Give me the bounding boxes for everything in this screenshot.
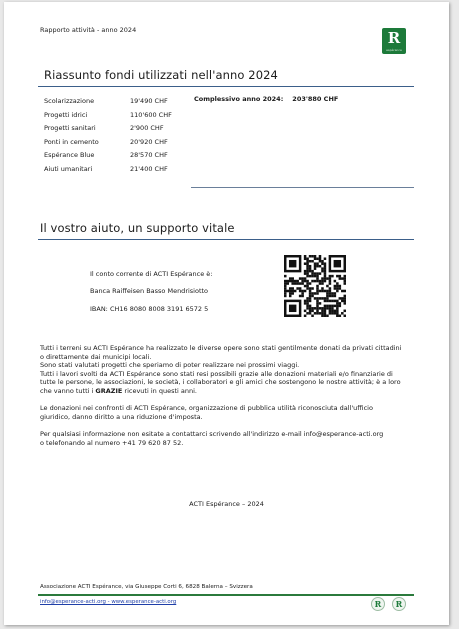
total-label: Complessivo anno 2024: xyxy=(194,95,284,103)
fund-value: 110'600 CHF xyxy=(130,110,172,119)
fund-value: 19'490 CHF xyxy=(130,97,168,105)
summary-title-rule xyxy=(38,86,414,87)
logo-caption: espérance xyxy=(386,48,402,52)
paragraph-tax-deduction xyxy=(40,404,413,421)
fund-value: 20'920 CHF xyxy=(130,137,168,146)
funds-row xyxy=(44,109,190,123)
text-line: Le donazioni nei confronti di ACTI Espérance, organizzazione di pubblica utilità riconosciuta dall'ufficio xyxy=(40,404,373,413)
funds-row xyxy=(44,122,190,136)
footer-links xyxy=(40,599,176,605)
account-label: Il conto corrente di ACTI Espérance è: xyxy=(90,270,213,278)
fund-name: Scolarizzazione xyxy=(44,97,95,105)
text-line: o telefonando al numero +41 79 620 87 52. xyxy=(40,438,184,447)
support-title: Il vostro aiuto, un supporto vitale xyxy=(40,221,235,235)
support-title-rule xyxy=(38,239,414,240)
text-line: Tutti i terreni su ACTI Espérance ha realizzato le diverse opere sono stati gentilmente donati da privati cittadini xyxy=(40,344,402,352)
grazie-emphasis: GRAZIE xyxy=(95,386,123,395)
footer-rule xyxy=(38,594,414,596)
text-line: tutte le persone, le associazioni, le società, i collaboratori e gli amici che sostengono le nostre attività; è a loro xyxy=(40,378,401,387)
fund-name: Aiuti umanitari xyxy=(44,164,93,173)
text-line: Tutti i lavori svolti da ACTI Espérance sono stati resi possibili grazie alle donazioni materiali e/o finanziarie di xyxy=(40,369,393,378)
fund-name: Ponti in cemento xyxy=(44,137,99,146)
text-line: ricevuti in questi anni. xyxy=(122,386,197,395)
signature: ACTI Espérance – 2024 xyxy=(189,500,264,508)
paragraph-lands-and-thanks xyxy=(40,344,413,396)
text-line: giuridico, danno diritto a una riduzione d'imposta. xyxy=(40,412,203,421)
fund-value: 2'900 CHF xyxy=(130,124,164,132)
fund-name: Progetti idrici xyxy=(44,110,88,119)
logo-letter: R xyxy=(387,29,401,47)
acti-esperance-logo xyxy=(382,28,406,54)
fund-name: Espérance Blue xyxy=(44,151,95,159)
fund-value: 21'400 CHF xyxy=(130,164,168,173)
footer-logo-icon xyxy=(371,597,385,611)
funds-row xyxy=(44,163,190,177)
paragraph-contact xyxy=(40,430,413,447)
fund-value: 28'570 CHF xyxy=(130,151,168,159)
footer-logo-letter: R xyxy=(395,599,403,609)
total-summary xyxy=(194,95,338,103)
footer-logo-letter: R xyxy=(374,599,382,609)
funds-row xyxy=(44,95,190,109)
link-separator: - xyxy=(105,599,112,605)
fund-name: Progetti sanitari xyxy=(44,124,96,132)
funds-table xyxy=(44,95,190,176)
total-value: 203'880 CHF xyxy=(292,95,339,103)
website-link[interactable]: www.esperance-acti.org xyxy=(111,599,177,605)
footer-address: Associazione ACTI Espérance, via Giuseppe Corti 6, 6828 Balerna – Svizzera xyxy=(40,584,253,590)
text-line: che vanno tutti i xyxy=(40,386,96,395)
document-page xyxy=(4,2,449,625)
qr-code xyxy=(284,255,346,317)
summary-bottom-rule xyxy=(191,187,414,188)
body-text xyxy=(40,344,413,456)
funds-row xyxy=(44,149,190,163)
qr-code-graphic xyxy=(284,255,346,317)
funds-row xyxy=(44,136,190,150)
iban: IBAN: CH16 8080 8008 3191 6572 5 xyxy=(90,305,209,313)
text-line: Sono stati valutati progetti che speriamo di poter realizzare nei prossimi viaggi. xyxy=(40,361,300,370)
email-link[interactable]: info@esperance-acti.org xyxy=(40,599,106,605)
report-title: Rapporto attività - anno 2024 xyxy=(40,26,137,34)
text-line: o direttamente dai municipi locali. xyxy=(40,352,152,361)
footer-logo-icon xyxy=(392,597,406,611)
summary-title: Riassunto fondi utilizzati nell'anno 2024 xyxy=(44,68,278,82)
bank-name: Banca Raiffeisen Basso Mendrisiotto xyxy=(90,287,209,295)
text-line: Per qualsiasi informazione non esitate a contattarci scrivendo all'indirizzo e-mail info@esperance-acti.org xyxy=(40,429,384,438)
